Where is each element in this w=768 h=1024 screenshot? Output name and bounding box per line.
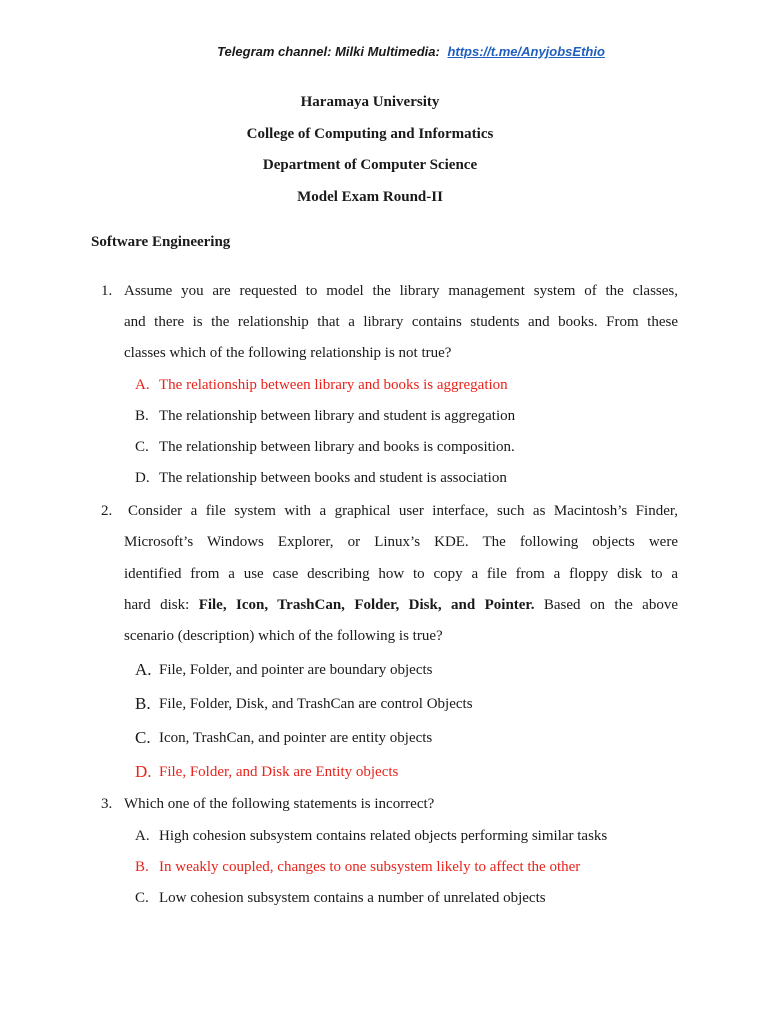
option-text: File, Folder, Disk, and TrashCan are control Objects bbox=[159, 696, 473, 712]
option-letter: A. bbox=[135, 660, 152, 679]
option-letter: C. bbox=[135, 890, 149, 906]
option-text: The relationship between library and books is composition. bbox=[159, 439, 515, 455]
question-text-line: and there is the relationship that a library contains students and books. From these bbox=[124, 314, 678, 330]
department-name: Department of Computer Science bbox=[262, 157, 478, 173]
option-letter: D. bbox=[135, 470, 150, 486]
option-text: The relationship between library and books is aggregation bbox=[159, 377, 508, 393]
question-text-line: Microsoft’s Windows Explorer, or Linux’s KDE. The following objects were bbox=[124, 534, 678, 550]
option-text: File, Folder, and Disk are Entity objects bbox=[159, 764, 399, 780]
option-text: Icon, TrashCan, and pointer are entity objects bbox=[159, 730, 433, 746]
question-text-line: classes which of the following relationship is not true? bbox=[124, 345, 452, 361]
option-text: The relationship between books and student is association bbox=[159, 470, 507, 486]
question-text-plain: Based on the above bbox=[534, 597, 678, 613]
question-text-plain: hard disk: bbox=[124, 597, 199, 613]
question-text-line bbox=[124, 597, 678, 614]
question-text-bold: File, Icon, TrashCan, Folder, Disk, and Pointer. bbox=[198, 597, 535, 613]
question-text-line: scenario (description) which of the following is true? bbox=[124, 628, 443, 644]
option-letter: C. bbox=[135, 439, 149, 455]
question-number: 3. bbox=[101, 796, 113, 812]
telegram-header bbox=[0, 44, 768, 59]
option-text: File, Folder, and pointer are boundary objects bbox=[159, 662, 433, 678]
option-letter: B. bbox=[135, 694, 151, 713]
telegram-link[interactable]: https://t.me/AnyjobsEthio bbox=[447, 44, 605, 59]
college-name: College of Computing and Informatics bbox=[246, 126, 494, 142]
option-letter: A. bbox=[135, 828, 150, 844]
question-text-line: identified from a use case describing how to copy a file from a floppy disk to a bbox=[124, 566, 678, 582]
exam-title: Model Exam Round-II bbox=[297, 189, 443, 205]
option-letter: C. bbox=[135, 728, 151, 747]
question-text-line: Which one of the following statements is incorrect? bbox=[124, 796, 435, 812]
option-text: Low cohesion subsystem contains a number of unrelated objects bbox=[159, 890, 546, 906]
option-letter: B. bbox=[135, 859, 149, 875]
university-name: Haramaya University bbox=[300, 94, 440, 110]
telegram-label: Telegram channel: Milki Multimedia: bbox=[217, 44, 440, 59]
option-letter: A. bbox=[135, 377, 150, 393]
option-text: High cohesion subsystem contains related objects performing similar tasks bbox=[159, 828, 608, 844]
question-text-line: Assume you are requested to model the library management system of the classes, bbox=[124, 283, 678, 299]
question-text-line: Consider a file system with a graphical user interface, such as Macintosh’s Finder, bbox=[128, 503, 678, 519]
question-number: 1. bbox=[101, 283, 113, 299]
option-letter: D. bbox=[135, 762, 152, 781]
option-text: The relationship between library and student is aggregation bbox=[159, 408, 516, 424]
option-letter: B. bbox=[135, 408, 149, 424]
option-text: In weakly coupled, changes to one subsystem likely to affect the other bbox=[159, 859, 581, 875]
section-title: Software Engineering bbox=[91, 234, 231, 250]
question-number: 2. bbox=[101, 503, 113, 519]
